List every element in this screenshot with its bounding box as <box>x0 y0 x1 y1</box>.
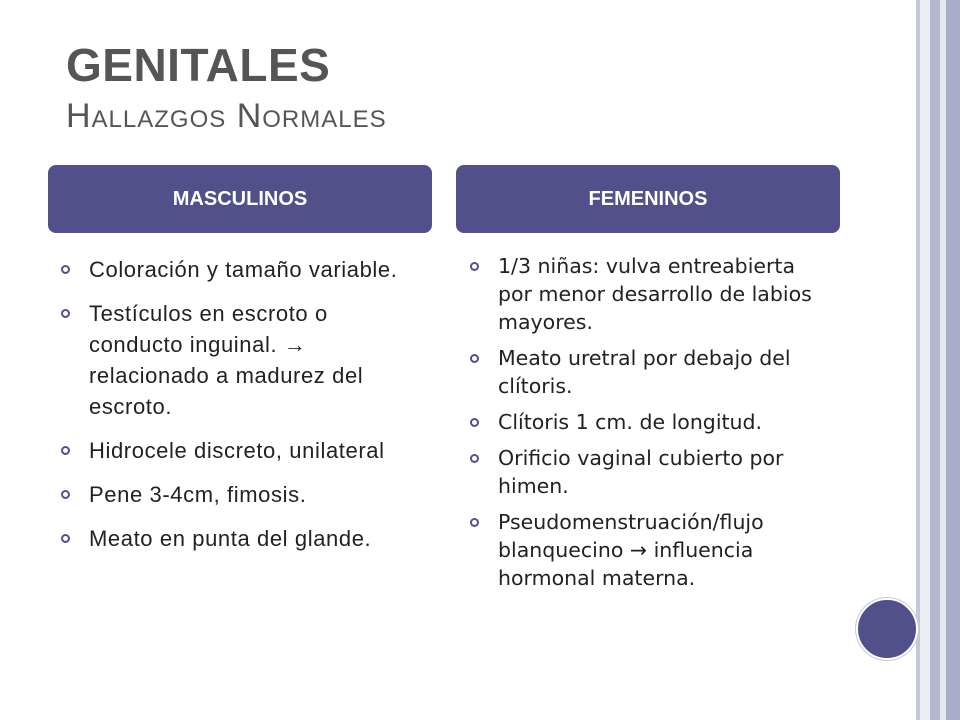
list-item-text: Meato uretral por debajo del clítoris. <box>498 346 791 398</box>
bullet-circle-icon <box>61 490 70 499</box>
list-item <box>470 508 830 592</box>
list-item <box>61 254 411 285</box>
bullet-circle-icon <box>470 262 479 271</box>
bullet-circle-icon <box>470 354 479 363</box>
list-item <box>470 408 830 436</box>
slide-subtitle: Hallazgos Normales <box>66 97 387 135</box>
list-item-text: Coloración y tamaño variable. <box>89 257 398 282</box>
decorative-circle <box>856 598 918 660</box>
decorative-stripe <box>930 0 940 720</box>
list-item-text: Pseudomenstruación/flujo blanquecino → influencia hormonal materna. <box>498 510 764 590</box>
list-item-text: Hidrocele discreto, unilateral <box>89 438 385 463</box>
list-item <box>470 252 830 336</box>
list-item-text: Orificio vaginal cubierto por himen. <box>498 446 784 498</box>
decorative-stripe <box>920 0 930 720</box>
slide-title: GENITALES <box>66 39 331 91</box>
male-column-header: MASCULINOS <box>48 165 432 233</box>
list-item <box>61 523 411 554</box>
list-item-text: Meato en punta del glande. <box>89 526 372 551</box>
female-findings-list <box>470 252 830 600</box>
list-item <box>61 479 411 510</box>
bullet-circle-icon <box>61 265 70 274</box>
bullet-circle-icon <box>470 418 479 427</box>
bullet-circle-icon <box>470 518 479 527</box>
list-item-text: 1/3 niñas: vulva entreabierta por menor desarrollo de labios mayores. <box>498 254 812 334</box>
decorative-stripe <box>946 0 960 720</box>
bullet-circle-icon <box>470 454 479 463</box>
list-item-text: Clítoris 1 cm. de longitud. <box>498 410 763 434</box>
bullet-circle-icon <box>61 534 70 543</box>
male-findings-list <box>61 254 411 567</box>
list-item <box>61 435 411 466</box>
bullet-circle-icon <box>61 446 70 455</box>
list-item <box>470 444 830 500</box>
female-column-header: FEMENINOS <box>456 165 840 233</box>
list-item <box>470 344 830 400</box>
bullet-circle-icon <box>61 309 70 318</box>
list-item-text: Pene 3-4cm, fimosis. <box>89 482 307 507</box>
list-item <box>61 298 411 422</box>
list-item-text: Testículos en escroto o conducto inguinal. → relacionado a madurez del escroto. <box>89 301 364 419</box>
